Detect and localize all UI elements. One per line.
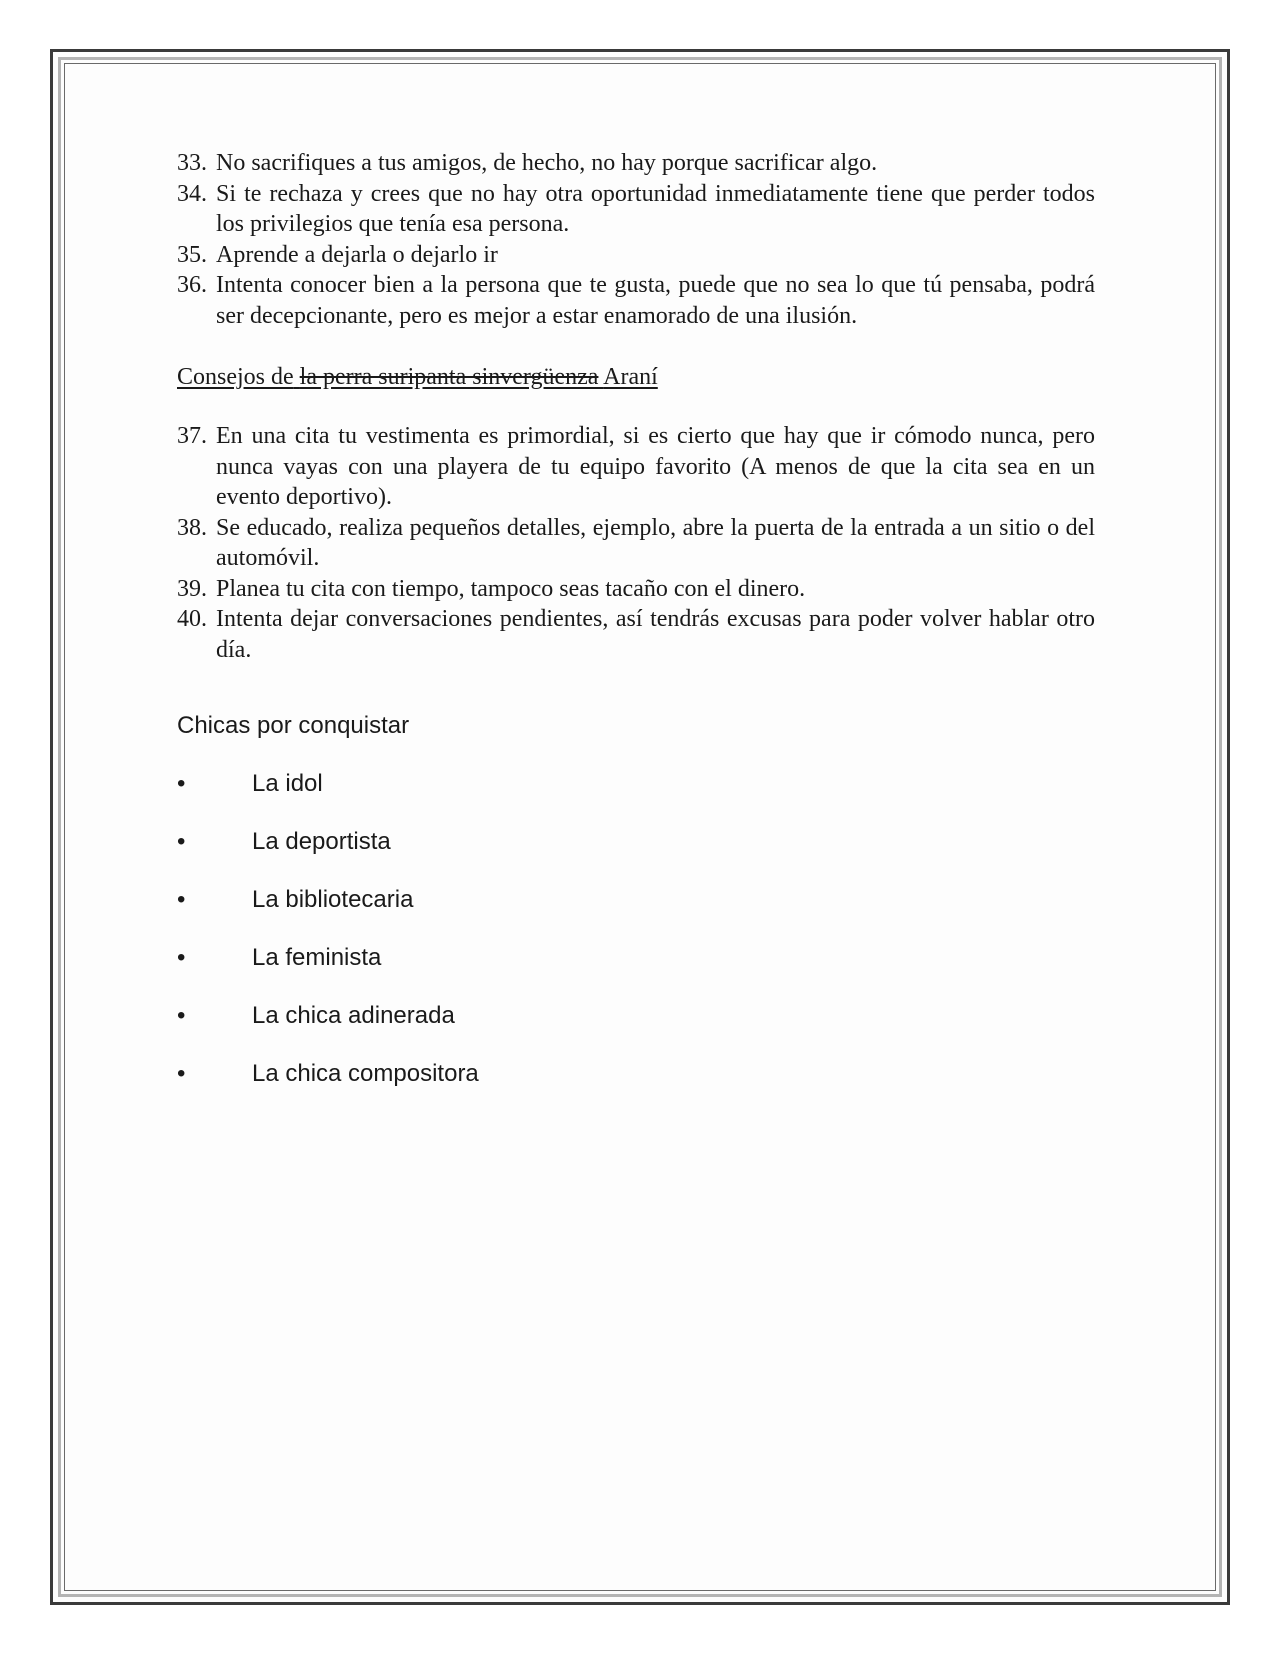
list-item: 39. Planea tu cita con tiempo, tampoco seas tacaño con el dinero.: [177, 575, 806, 602]
bullet-icon: •: [177, 886, 186, 913]
list-item: 35. Aprende a dejarla o dejarlo ir: [177, 241, 498, 268]
bullet-icon: •: [177, 1002, 186, 1029]
list-item: 37. En una cita tu vestimenta es primordial, si es cierto que hay que ir cómodo nunca, pero nunca vayas con una playera de tu equipo favorito (A menos de que la cita sea en un evento deportivo).: [177, 423, 1095, 510]
struck-text: la perra suripanta sinvergüenza: [299, 364, 599, 390]
advice-heading: Consejos de la perra suripanta sinvergüenza Araní: [177, 364, 658, 390]
bullet-icon: •: [177, 828, 186, 855]
tips-list-part2: [177, 421, 1095, 665]
bullet-icon: •: [177, 944, 186, 971]
list-item: 34. Si te rechaza y crees que no hay otra oportunidad inmediatamente tiene que perder todos los privilegios que tenía esa persona.: [177, 180, 1095, 237]
list-item: 33. No sacrifiques a tus amigos, de hecho, no hay porque sacrificar algo.: [177, 150, 878, 176]
list-item: 40. Intenta dejar conversaciones pendientes, así tendrás excusas para poder volver hablar otro día.: [177, 606, 1095, 663]
list-item: 36. Intenta conocer bien a la persona que te gusta, puede que no sea lo que tú pensaba, podrá ser decepcionante, pero es mejor a estar enamorado de una ilusión.: [177, 272, 1095, 329]
list-item: 38. Se educado, realiza pequeños detalles, ejemplo, abre la puerta de la entrada a un sitio o del automóvil.: [177, 514, 1095, 571]
tips-list-part1: [177, 148, 1095, 331]
section-title: Chicas por conquistar: [177, 712, 410, 739]
bullet-icon: •: [177, 1060, 186, 1087]
bullet-icon: •: [177, 770, 186, 797]
